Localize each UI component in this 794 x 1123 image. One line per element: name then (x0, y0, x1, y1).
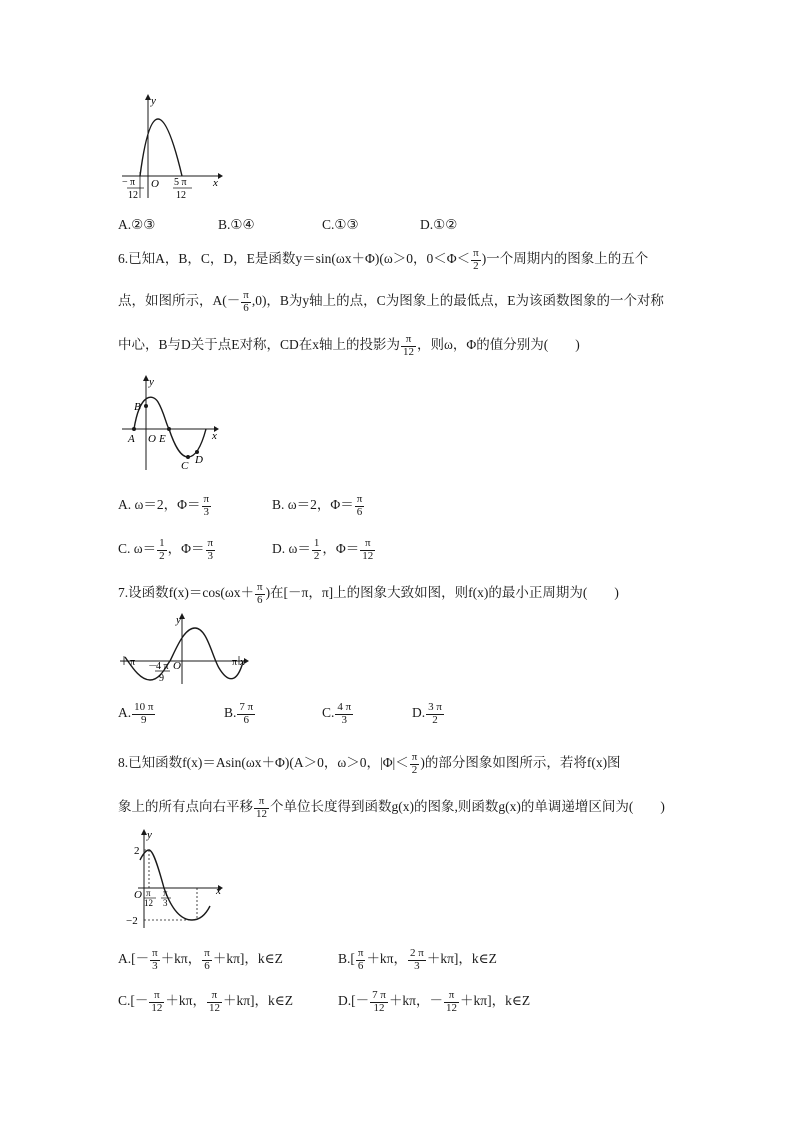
fig6-point-a: A (128, 433, 135, 445)
fraction: $\frac{\pi}{3}$ (203, 493, 210, 518)
fig5-right-num: 5 π (174, 177, 187, 188)
fraction: $\frac{7 \pi}{12}$ (372, 989, 386, 1014)
q8-option-b[interactable]: B.[ $\frac{\pi}{6}$ ＋kπ， $\frac{2 \pi}{3}$ ＋kπ]，k∈Z (338, 947, 497, 972)
fig6-point-d: D (195, 454, 203, 466)
fraction: $\frac{1}{2}$ (313, 537, 320, 562)
fig7-pi-label: π (232, 657, 238, 668)
fraction: $\frac{\pi}{6}$ (204, 947, 210, 972)
fig7-mid-num: 4 π (156, 661, 169, 672)
fig8-y-label: y (147, 829, 152, 841)
fraction: $\frac{\pi}{2}$ (411, 751, 418, 776)
q8-stem-line-1: 8.已知函数f(x)＝Asin(ωx＋Φ)(A＞0，ω＞0，|Φ|＜ $\frac{\pi}{2}$ )的部分图象如图所示，若将f(x)图 (118, 751, 621, 776)
fraction: $\frac{\pi}{6}$ (243, 289, 249, 314)
q5-option-a[interactable]: A.②③ (118, 217, 156, 232)
fig7-x-label: x (240, 656, 245, 668)
q6-stem-line-1: 6.已知A，B，C，D，E是函数y＝sin(ωx＋Φ)(ω＞0，0＜Φ＜ $\frac{\pi}{2}$ )一个周期内的图象上的五个 (118, 247, 649, 272)
fig5-left-den: 12 (128, 190, 138, 201)
fraction: $\frac{\pi}{6}$ (257, 581, 263, 606)
q7-option-c[interactable]: C. $\frac{4 \pi}{3}$ (322, 701, 352, 726)
q8-option-a[interactable]: A.[－ $\frac{\pi}{3}$ ＋kπ， $\frac{\pi}{6}$ ＋kπ]，k∈Z (118, 947, 283, 972)
figure-q8-graph (118, 826, 230, 930)
q6-option-a[interactable]: A. ω＝2，Φ＝ $\frac{\pi}{3}$ (118, 493, 210, 518)
fraction: $\frac{\pi}{12}$ (151, 989, 163, 1014)
q6-stem-line-3: 中心，B与D关于点E对称，CD在x轴上的投影为 $\frac{\pi}{12}$ ，则ω，Φ的值分别为( ) (118, 333, 580, 358)
fig8-t2-num: π (163, 888, 168, 898)
fig7-neg-pi-label: －π (120, 657, 136, 668)
figure-q5-graph (118, 90, 228, 202)
q6-option-c[interactable]: C. ω＝ $\frac{1}{2}$ ，Φ＝ $\frac{\pi}{3}$ (118, 537, 214, 562)
figure-q6-graph (118, 372, 228, 472)
q8-option-d[interactable]: D.[－ $\frac{7 \pi}{12}$ ＋kπ，－ $\frac{\pi}{12}$ ＋kπ]，k∈Z (338, 989, 531, 1014)
fig6-x-label: x (212, 430, 217, 442)
fig6-point-e: E (159, 433, 166, 445)
fig7-mid-sign: － (148, 661, 158, 672)
q7-option-a[interactable]: A. $\frac{10 \pi}{9}$ (118, 701, 154, 726)
fig8-t2-den: 3 (163, 898, 168, 908)
q5-option-d[interactable]: D.①② (420, 217, 458, 232)
fig7-mid-den: 9 (159, 673, 164, 684)
fraction: $\frac{4 \pi}{3}$ (337, 701, 352, 726)
fraction: $\frac{3 \pi}{2}$ (428, 701, 442, 726)
fig5-y-label: y (151, 95, 156, 107)
fig5-left-num: π (130, 177, 136, 188)
fraction: $\frac{\pi}{2}$ (473, 247, 479, 272)
q7-stem: 7.设函数f(x)＝cos(ωx＋ $\frac{\pi}{6}$ )在[－π，π]上的图象大致如图，则f(x)的最小正周期为( ) (118, 581, 619, 606)
fig8-t1-den: 12 (144, 898, 153, 908)
fig5-left-sign: − (122, 177, 128, 188)
fraction: $\frac{\pi}{12}$ (362, 537, 374, 562)
q8-option-c[interactable]: C.[－ $\frac{\pi}{12}$ ＋kπ， $\frac{\pi}{12}$ ＋kπ]，k∈Z (118, 989, 294, 1014)
fraction: $\frac{\pi}{12}$ (208, 989, 220, 1014)
q7-option-d[interactable]: D. $\frac{3 \pi}{2}$ (412, 701, 442, 726)
q7-option-b[interactable]: B. $\frac{7 \pi}{6}$ (224, 701, 254, 726)
fraction: $\frac{\pi}{12}$ (403, 333, 415, 358)
fig8-tick-neg2: −2 (126, 915, 138, 927)
q6-option-b[interactable]: B. ω＝2，Φ＝ $\frac{\pi}{6}$ (272, 493, 363, 518)
fig6-point-c: C (181, 460, 189, 472)
fraction: $\frac{\pi}{12}$ (446, 989, 458, 1014)
fig5-right-den: 12 (176, 190, 186, 201)
fig8-origin-label: O (134, 889, 142, 901)
fig6-point-b: B (134, 401, 141, 413)
q6-stem-line-2: 点，如图所示，A(－ $\frac{\pi}{6}$ ,0)，B为y轴上的点，C为图象上的最低点，E为该函数图象的一个对称 (118, 289, 664, 314)
fig7-y-label: y (176, 614, 181, 626)
fig5-origin-label: O (151, 178, 159, 190)
fraction: $\frac{\pi}{6}$ (356, 493, 363, 518)
fraction: $\frac{\pi}{6}$ (357, 947, 364, 972)
figure-q7-graph (118, 612, 258, 686)
q5-option-b[interactable]: B.①④ (218, 217, 255, 232)
fig5-x-label: x (213, 177, 218, 189)
fraction: $\frac{1}{2}$ (159, 537, 165, 562)
q5-option-c[interactable]: C.①③ (322, 217, 359, 232)
fraction: $\frac{\pi}{12}$ (256, 795, 267, 820)
fig8-x-label: x (216, 885, 221, 897)
fig6-y-label: y (149, 376, 154, 388)
fig8-t1-num: π (146, 888, 151, 898)
fraction: $\frac{\pi}{3}$ (207, 537, 214, 562)
fraction: $\frac{2 \pi}{3}$ (410, 947, 424, 972)
fig8-tick-2: 2 (134, 845, 140, 857)
fraction: $\frac{10 \pi}{9}$ (134, 701, 154, 726)
q8-stem-line-2: 象上的所有点向右平移 $\frac{\pi}{12}$ 个单位长度得到函数g(x)的图象,则函数g(x)的单调递增区间为( ) (118, 795, 665, 820)
q6-option-d[interactable]: D. ω＝ $\frac{1}{2}$ ，Φ＝ $\frac{\pi}{12}$ (272, 537, 374, 562)
fraction: $\frac{7 \pi}{6}$ (239, 701, 254, 726)
fig6-origin-label: O (148, 433, 156, 445)
fraction: $\frac{\pi}{3}$ (152, 947, 158, 972)
fig7-origin-label: O (173, 660, 181, 672)
